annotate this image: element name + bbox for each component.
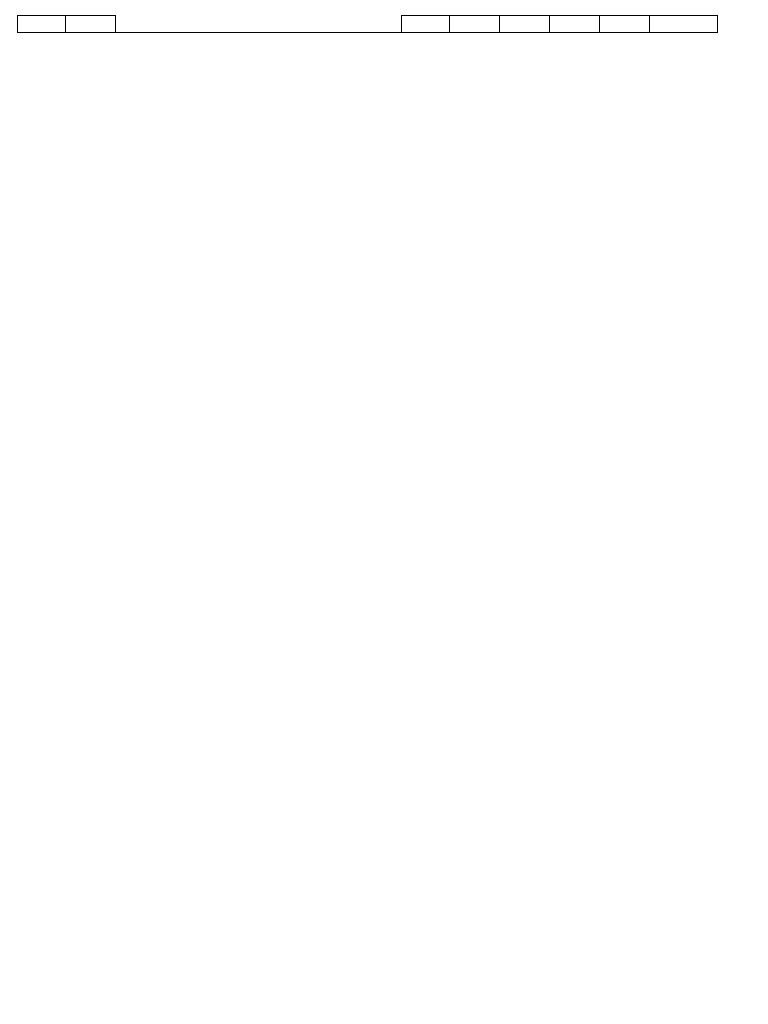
header-slot1 — [500, 16, 550, 33]
header-slot2 — [550, 16, 600, 33]
header-fish2 — [450, 16, 500, 33]
header-day2 — [600, 16, 650, 33]
header-day1 — [330, 16, 402, 33]
header-total — [650, 16, 718, 33]
header-rank — [18, 16, 66, 33]
results-header — [17, 15, 718, 33]
header-team — [66, 16, 116, 33]
header-fish1 — [402, 16, 450, 33]
header-partner-a — [116, 16, 222, 33]
header-partner-b — [222, 16, 330, 33]
